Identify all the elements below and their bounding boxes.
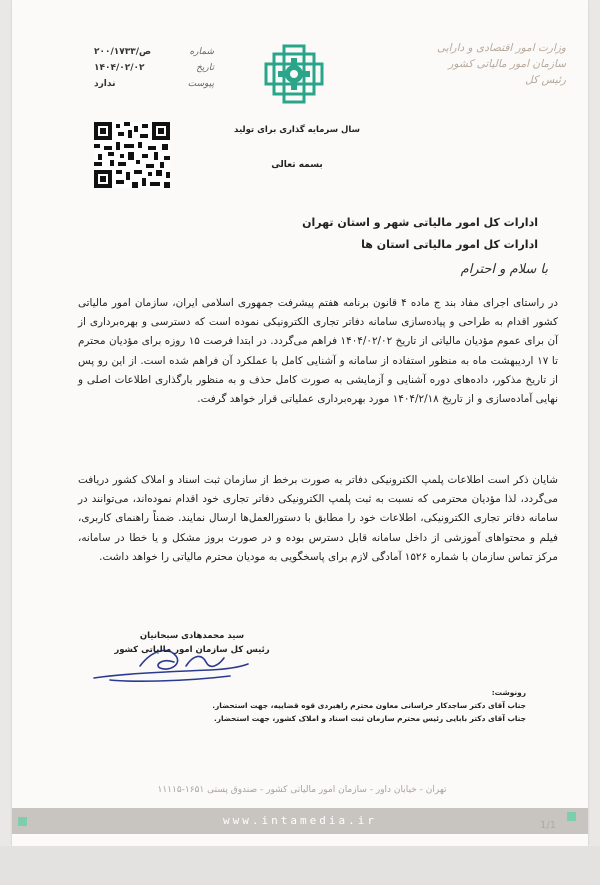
signatory-name: سید محمدهادی سبحانیان (139, 631, 245, 641)
date-value: ۱۴۰۴/۰۲/۰۲ (94, 63, 145, 73)
meta-date-row (94, 60, 214, 76)
recipients (138, 212, 538, 256)
basmala: بسمه تعالی (271, 160, 323, 170)
cc-line: جناب آقای دکتر ساجدکار خراسانی معاون محترم راهبردی قوه قضاییه، جهت استحضار. (212, 701, 526, 710)
organization-header (416, 40, 566, 88)
qr-code-icon (94, 122, 170, 188)
attachment-value: ندارد (94, 79, 116, 89)
meta-number-row (94, 44, 214, 60)
meta-attachment-row (94, 76, 214, 92)
paragraph-2: شایان ذکر است اطلاعات پلمپ الکترونیکی دفاتر به صورت برخط از سازمان ثبت اسناد و املاک کشور دریافت می‌گردد، لذا مؤدیان محترمی که نسبت به ثبت پلمپ الکترونیکی دفاتر تجاری خود اقدام نموده‌اند، می‌توانند در سامانه دفاتر تجاری الکترونیکی، اطلاعات خود را مطابق با دستورالعمل‌ها ارسال نمایند. ضمناً راهنمای کاربری، فیلم و محتواهای آموزشی از داخل سامانه قابل دسترس بوده و در صورت بروز مشکل و یا خطا در سامانه، مرکز تماس سازمان با شماره ۱۵۲۶ آمادگی لازم برای پاسخگویی به مودیان محترم مالیاتی را خواهد داشت. (78, 474, 558, 563)
handwritten-signature (90, 636, 255, 688)
screen-bottom-strip (0, 846, 600, 885)
cc-heading: رونوشت: (491, 688, 526, 697)
org-line: وزارت امور اقتصادی و دارایی (436, 42, 566, 54)
org-line: سازمان امور مالیاتی کشور (448, 58, 566, 70)
corner-square-icon (567, 812, 576, 821)
page-number: 1/1 (540, 820, 557, 831)
recipient-line: ادارات کل امور مالیاتی شهر و استان تهران (302, 216, 538, 229)
year-slogan: سال سرمایه گذاری برای تولید (234, 125, 360, 135)
number-value: ۲۰۰/۱۷۳۳/ص (94, 47, 152, 57)
org-line: رئیس کل (525, 74, 566, 86)
recipient-line: ادارات کل امور مالیاتی استان ها (361, 238, 538, 251)
tax-organization-logo (264, 44, 324, 104)
cc-line: جناب آقای دکتر بابایی رئیس محترم سازمان ثبت اسناد و املاک کشور، جهت استحضار. (213, 714, 526, 723)
attachment-label: پیوست (187, 79, 214, 89)
number-label: شماره (189, 47, 214, 57)
letter-page (12, 0, 588, 846)
greeting: با سلام و احترام (460, 262, 548, 277)
date-label: تاریخ (196, 63, 214, 73)
carbon-copy (186, 686, 526, 725)
letter-meta (94, 44, 214, 92)
footer-address: تهران - خیابان داور - سازمان امور مالیاتی کشور - صندوق پستی ۱۶۵۱-۱۱۱۱۵ (157, 785, 447, 795)
signatory-title: رئیس کل سازمان امور مالیاتی کشور (114, 645, 270, 655)
corner-square-icon (18, 817, 27, 826)
paragraph-1: در راستای اجرای مفاد بند ج ماده ۴ قانون برنامه هفتم پیشرفت جمهوری اسلامی ایران، سازمان امور مالیاتی کشور اقدام به طراحی و پیاده‌سازی سامانه دفاتر تجاری الکترونیکی نموده است که دسترسی و بهره‌برداری از آن برای عموم مؤدیان مالیاتی از تاریخ ۱۴۰۴/۰۲/۰۲ فراهم می‌گردد. در ابتدا فرصت ۱۵ روزه برای مؤدیان محترم تا ۱۷ اردیبهشت ماه به منظور استفاده از سامانه و آشنایی کامل با عملکرد آن فراهم شده است. از این رو پس از تاریخ مذکور، داده‌های دوره آشنایی و آزمایشی به صورت کامل حذف و به منظور بارگذاری اطلاعات اصلی و نهایی آماده‌سازی و از تاریخ ۱۴۰۴/۲/۱۸ مورد بهره‌برداری عملیاتی قرار خواهد گرفت. (78, 297, 558, 406)
footer-website: www.intamedia.ir (223, 814, 377, 827)
